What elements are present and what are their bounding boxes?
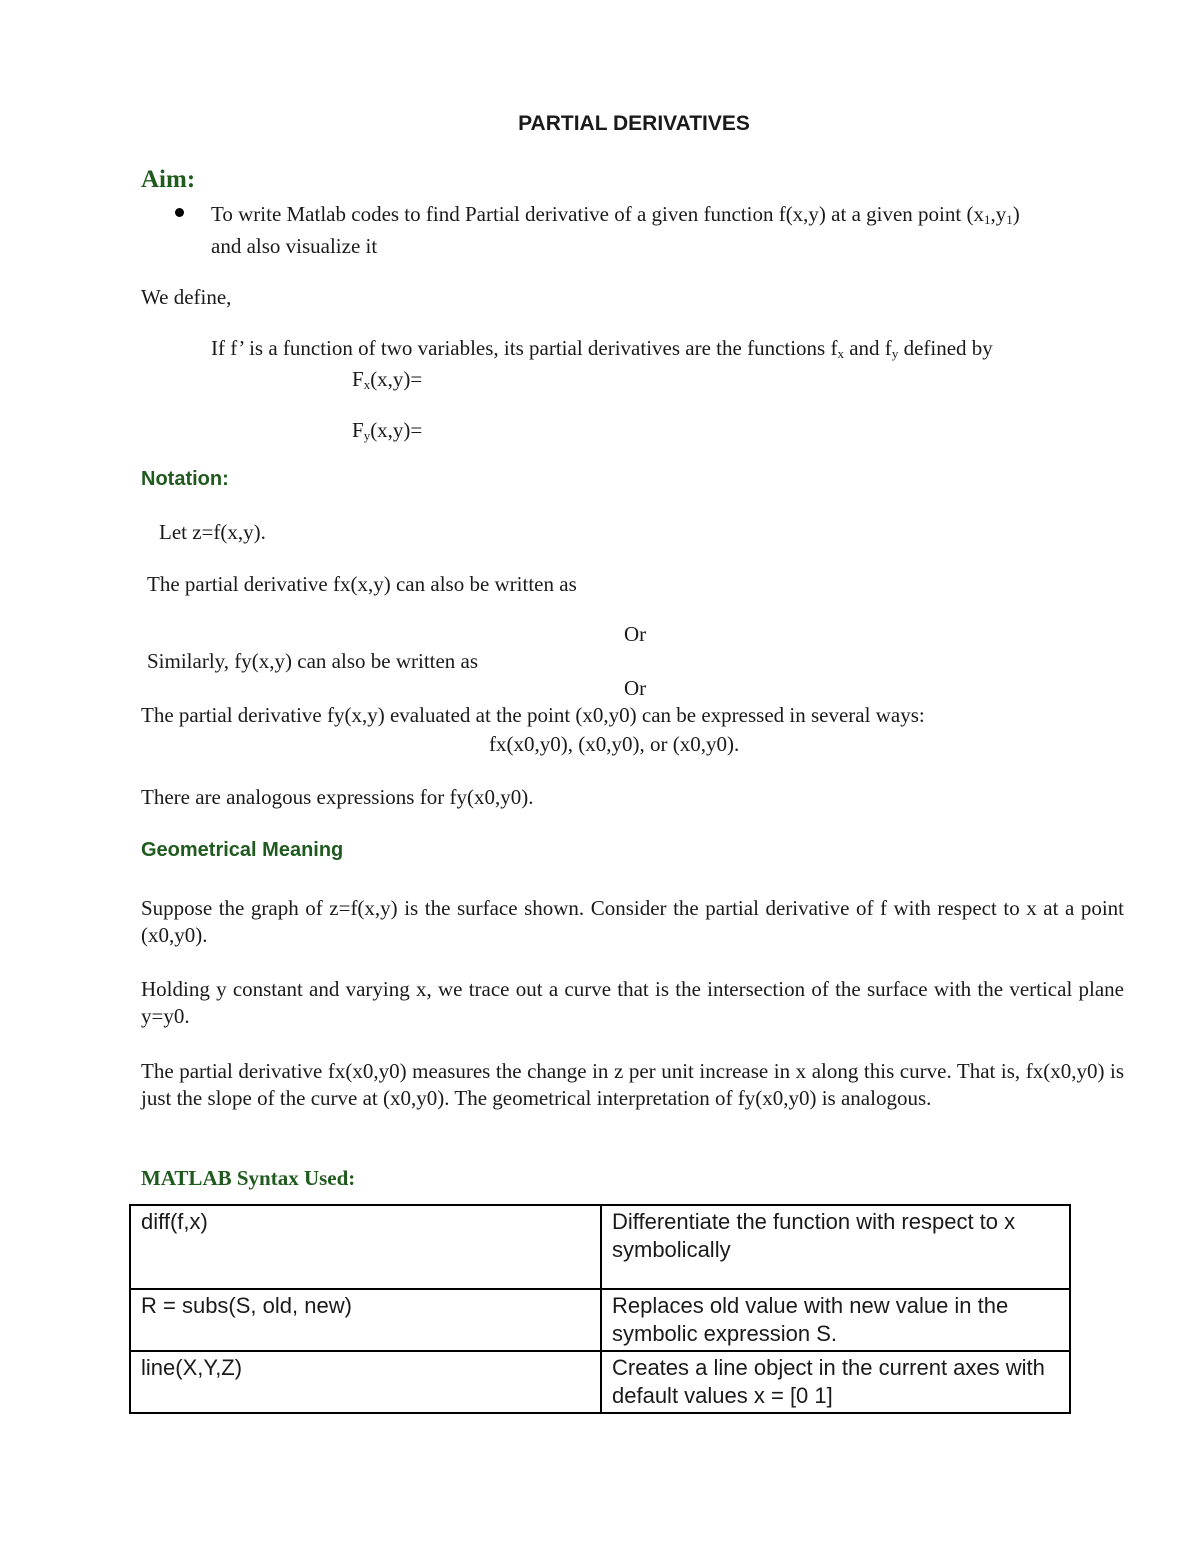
table-row <box>130 1205 1070 1289</box>
table-row <box>130 1289 1070 1351</box>
notation-fx-written: The partial derivative fx(x,y) can also be written as <box>147 572 577 596</box>
geometry-paragraph-1: Suppose the graph of z=f(x,y) is the surface shown. Consider the partial derivative of f with respect to x at a point (x0,y0). <box>141 896 1124 947</box>
notation-evaluated: The partial derivative fy(x,y) evaluated at the point (x0,y0) can be expressed in several ways: <box>141 703 925 727</box>
table-cell-description: Replaces old value with new value in the symbolic expression S. <box>601 1289 1070 1351</box>
table-cell-command: line(X,Y,Z) <box>130 1351 601 1413</box>
geometry-paragraph-2: Holding y constant and varying x, we trace out a curve that is the intersection of the surface with the vertical plane y=y0. <box>141 977 1124 1028</box>
table-row <box>130 1351 1070 1413</box>
notation-analogous: There are analogous expressions for fy(x0,y0). <box>141 785 534 809</box>
table-cell-command: R = subs(S, old, new) <box>130 1289 601 1351</box>
fy-definition: $F_y(x,y)=$ <box>352 418 423 443</box>
table-cell-command: diff(f,x) <box>130 1205 601 1289</box>
table-cell-description: Differentiate the function with respect to x symbolically <box>601 1205 1070 1289</box>
bullet-icon <box>175 208 184 217</box>
notation-ways: fx(x0,y0), (x0,y0), or (x0,y0). <box>489 732 740 756</box>
notation-or-1: Or <box>624 622 647 646</box>
notation-fy-written: Similarly, fy(x,y) can also be written as <box>147 649 479 673</box>
notation-or-2: Or <box>624 676 647 700</box>
geometry-paragraph-3: The partial derivative fx(x0,y0) measures the change in z per unit increase in x along this curve. That is, fx(x0,y0) is just the slope of the curve at (x0,y0). The geometrical interpretation of fy(x0,y0) is analogous. <box>141 1059 1124 1110</box>
notation-let: Let z=f(x,y). <box>159 520 266 544</box>
define-intro: We define, <box>141 285 232 309</box>
fx-definition: $F_x(x,y)=$ <box>352 367 423 392</box>
geometry-heading: Geometrical Meaning <box>141 839 344 861</box>
aim-heading: Aim: <box>141 166 196 193</box>
page-title: PARTIAL DERIVATIVES <box>518 112 750 135</box>
aim-bullet-line1: To write Matlab codes to find Partial derivative of a given function f(x,y) at a given point $(x_1,y_1)$ <box>211 202 1020 227</box>
aim-bullet-line2: and also visualize it <box>211 234 378 258</box>
define-statement: If f’ is a function of two variables, its partial derivatives are the functions $f_x$ and $f_y$ defined by <box>211 336 993 361</box>
table-cell-description: Creates a line object in the current axes with default values x = [0 1] <box>601 1351 1070 1413</box>
syntax-table <box>129 1204 1071 1414</box>
syntax-heading: MATLAB Syntax Used: <box>141 1166 356 1190</box>
notation-heading: Notation: <box>141 468 229 490</box>
